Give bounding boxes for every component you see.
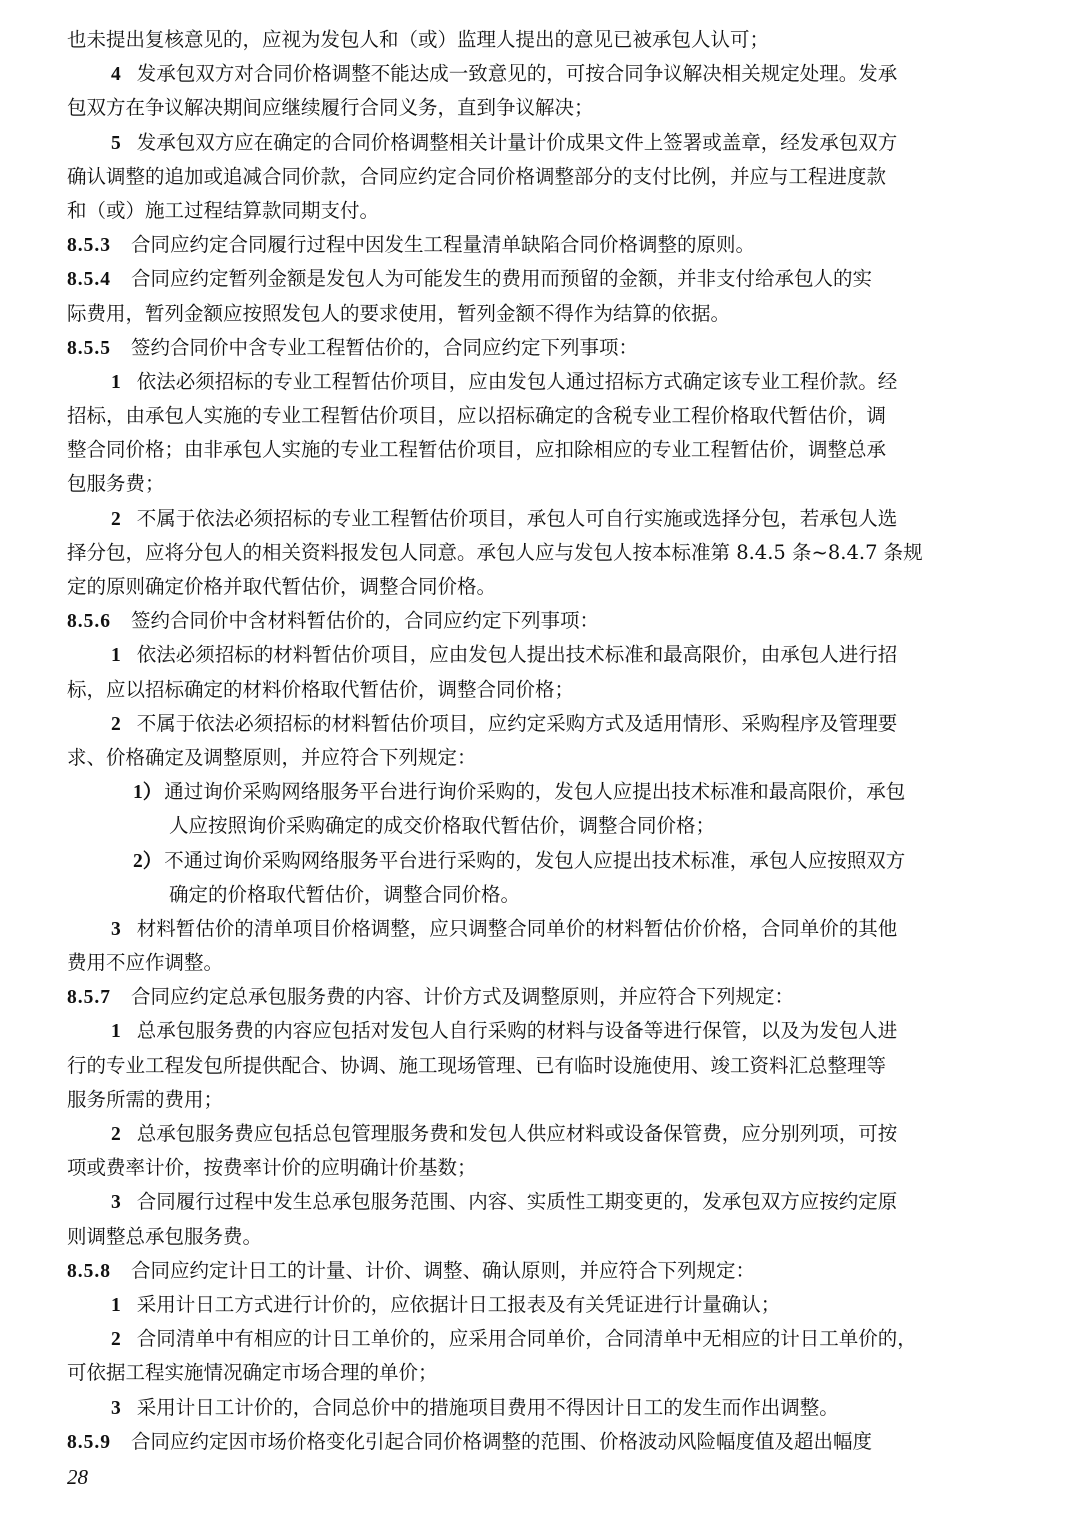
text-line: [67, 228, 1014, 262]
item-number: 5: [111, 132, 121, 154]
text-line: [67, 1014, 1014, 1048]
text-line: [67, 1322, 1014, 1356]
text-line: [67, 91, 1014, 125]
line-text: 不通过询价采购网络服务平台进行采购的，发包人应提出技术标准，承包人应按照双方: [164, 848, 906, 872]
text-line: [67, 1049, 1014, 1083]
clause-number: 8.5.3: [67, 235, 111, 257]
line-text: 整合同价格；由非承包人实施的专业工程暂估价项目，应扣除相应的专业工程暂估价，调整总承: [67, 438, 887, 462]
line-text: 费用不应作调整。: [67, 951, 224, 975]
item-number: 1: [111, 371, 121, 393]
line-text: 合同应约定因市场价格变化引起合同价格调整的范围、价格波动风险幅度值及超出幅度: [131, 1429, 873, 1453]
line-text: 确认调整的追加或追减合同价款，合同应约定合同价格调整部分的支付比例，并应与工程进度款: [67, 164, 887, 188]
text-line: [67, 1391, 1014, 1425]
text-line: [67, 638, 1014, 672]
text-line: [67, 570, 1014, 604]
line-text: 招标，由承包人实施的专业工程暂估价项目，应以招标确定的含税专业工程价格取代暂估价，调: [67, 404, 887, 428]
line-text: 合同清单中有相应的计日工单价的，应采用合同单价，合同清单中无相应的计日工单价的，: [136, 1327, 917, 1351]
line-text: 和（或）施工过程结算款同期支付。: [67, 198, 380, 222]
text-line: [67, 1220, 1014, 1254]
item-number: 3: [111, 918, 121, 940]
line-text: 合同应约定合同履行过程中因发生工程量清单缺陷合同价格调整的原则。: [131, 233, 756, 257]
text-line: [67, 297, 1014, 331]
line-text: 合同应约定总承包服务费的内容、计价方式及调整原则，并应符合下列规定：: [131, 985, 795, 1009]
line-text: 定的原则确定价格并取代暂估价，调整合同价格。: [67, 575, 497, 598]
text-line: [67, 23, 1014, 57]
line-text: 采用计日工方式进行计价的，应依据计日工报表及有关凭证进行计量确认；: [136, 1292, 781, 1316]
line-text: 总承包服务费应包括总包管理服务费和发包人供应材料或设备保管费，应分别列项，可按: [136, 1122, 898, 1145]
text-line: [67, 604, 1014, 638]
item-number: 3: [111, 1397, 121, 1419]
item-number: 1: [111, 1021, 121, 1043]
line-text: 确定的价格取代暂估价，调整合同价格。: [169, 882, 521, 906]
text-line: [67, 160, 1014, 194]
line-text: 包双方在争议解决期间应继续履行合同义务，直到争议解决；: [67, 96, 594, 120]
text-line: [67, 57, 1014, 91]
line-text: 择分包，应将分包人的相关资料报发包人同意。承包人应与发包人按本标准第 8.4.5 条~8.4.7 条规: [67, 540, 923, 564]
text-line: [67, 399, 1014, 433]
line-text: 总承包服务费的内容应包括对发包人自行采购的材料与设备等进行保管，以及为发包人进: [136, 1019, 898, 1043]
line-text: 标，应以招标确定的材料价格取代暂估价，调整合同价格；: [67, 677, 575, 701]
text-line: [67, 126, 1014, 160]
item-number: 2: [111, 1329, 121, 1351]
text-line: [67, 707, 1014, 741]
item-number: 1: [111, 645, 121, 667]
text-line: [67, 1151, 1014, 1185]
text-line: [67, 775, 1014, 809]
text-line: [67, 741, 1014, 775]
line-text: 项或费率计价，按费率计价的应明确计价基数；: [67, 1156, 477, 1180]
text-line: [67, 536, 1014, 570]
text-line: [67, 844, 1014, 878]
line-text: 采用计日工计价的，合同总价中的措施项目费用不得因计日工的发生而作出调整。: [136, 1395, 839, 1419]
item-number: 4: [111, 64, 121, 86]
text-line: [67, 980, 1014, 1014]
text-line: [67, 1117, 1014, 1151]
line-text: 依法必须招标的材料暂估价项目，应由发包人提出技术标准和最高限价，由承包人进行招: [136, 643, 898, 667]
line-text: 际费用，暂列金额应按照发包人的要求使用，暂列金额不得作为结算的依据。: [67, 301, 731, 325]
text-line: [67, 912, 1014, 946]
line-text: 不属于依法必须招标的专业工程暂估价项目，承包人可自行实施或选择分包，若承包人选: [136, 506, 898, 530]
clause-number: 8.5.5: [67, 337, 111, 359]
body-text: [67, 23, 1014, 1459]
text-line: [67, 878, 1014, 912]
clause-number: 8.5.8: [67, 1260, 111, 1282]
line-text: 材料暂估价的清单项目价格调整，应只调整合同单价的材料暂估价价格，合同单价的其他: [136, 916, 898, 940]
clause-number: 8.5.4: [67, 269, 111, 291]
line-text: 发承包双方对合同价格调整不能达成一致意见的，可按合同争议解决相关规定处理。发承: [136, 62, 898, 86]
line-text: 发承包双方应在确定的合同价格调整相关计量计价成果文件上签署或盖章，经发承包双方: [136, 130, 898, 154]
item-number: 1: [111, 1294, 121, 1316]
text-line: [67, 673, 1014, 707]
text-line: [67, 1254, 1014, 1288]
item-number: 2: [111, 508, 121, 530]
text-line: [67, 502, 1014, 536]
item-number: 2: [111, 1124, 121, 1145]
line-text: 不属于依法必须招标的材料暂估价项目，应约定采购方式及适用情形、采购程序及管理要: [136, 711, 898, 735]
text-line: [67, 1356, 1014, 1390]
item-number: 2）: [133, 850, 163, 872]
text-line: [67, 262, 1014, 296]
text-line: [67, 194, 1014, 228]
text-line: [67, 1288, 1014, 1322]
clause-number: 8.5.6: [67, 611, 111, 633]
text-line: [67, 467, 1014, 501]
line-text: 合同履行过程中发生总承包服务范围、内容、实质性工期变更的，发承包双方应按约定原: [136, 1190, 898, 1214]
text-line: [67, 331, 1014, 365]
clause-number: 8.5.7: [67, 987, 111, 1009]
item-number: 2: [111, 713, 121, 735]
line-text: 行的专业工程发包所提供配合、协调、施工现场管理、已有临时设施使用、竣工资料汇总整理等: [67, 1053, 887, 1077]
page-number: 28: [67, 1465, 88, 1489]
text-line: [67, 809, 1014, 843]
line-text: 也未提出复核意见的，应视为发包人和（或）监理人提出的意见已被承包人认可；: [67, 28, 770, 51]
text-line: [67, 1425, 1014, 1459]
text-line: [67, 1185, 1014, 1219]
text-line: [67, 365, 1014, 399]
line-text: 服务所需的费用；: [67, 1087, 224, 1111]
line-text: 合同应约定暂列金额是发包人为可能发生的费用而预留的金额，并非支付给承包人的实: [131, 267, 873, 291]
line-text: 人应按照询价采购确定的成交价格取代暂估价，调整合同价格；: [169, 814, 716, 838]
text-line: [67, 433, 1014, 467]
line-text: 签约合同价中含材料暂估价的，合同应约定下列事项：: [131, 609, 600, 633]
line-text: 则调整总承包服务费。: [67, 1224, 263, 1248]
line-text: 求、价格确定及调整原则，并应符合下列规定：: [67, 745, 477, 769]
line-text: 签约合同价中含专业工程暂估价的，合同应约定下列事项：: [131, 335, 639, 359]
line-text: 包服务费；: [67, 472, 165, 496]
line-text: 可依据工程实施情况确定市场合理的单价；: [67, 1361, 438, 1385]
clause-number: 8.5.9: [67, 1431, 111, 1453]
item-number: 3: [111, 1192, 121, 1214]
text-line: [67, 946, 1014, 980]
line-text: 依法必须招标的专业工程暂估价项目，应由发包人通过招标方式确定该专业工程价款。经: [136, 369, 898, 393]
line-text: 通过询价采购网络服务平台进行询价采购的，发包人应提出技术标准和最高限价，承包: [164, 780, 906, 804]
text-line: [67, 1083, 1014, 1117]
item-number: 1）: [133, 782, 163, 804]
line-text: 合同应约定计日工的计量、计价、调整、确认原则，并应符合下列规定：: [131, 1258, 756, 1282]
